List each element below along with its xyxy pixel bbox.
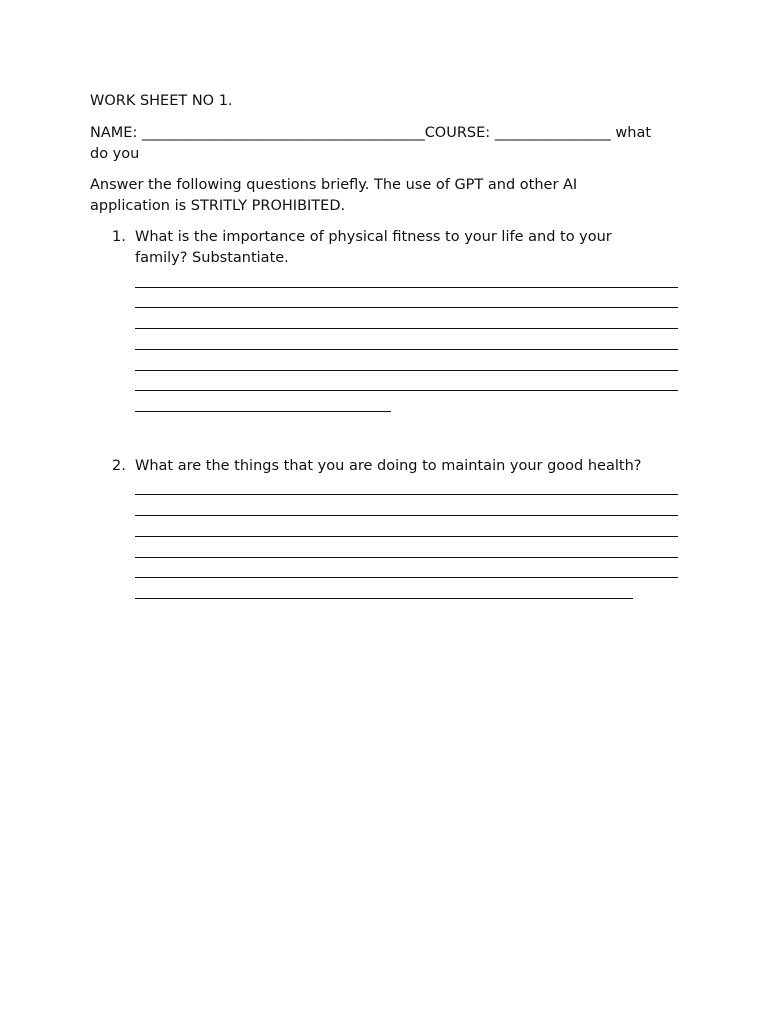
answer-line[interactable] bbox=[135, 349, 678, 350]
answer-line[interactable] bbox=[135, 287, 678, 288]
answer-line[interactable] bbox=[135, 536, 678, 537]
question-2-text-line-1: What are the things that you are doing to maintain your good health? bbox=[135, 458, 642, 474]
course-label: COURSE: bbox=[424, 125, 491, 141]
question-1-number: 1. bbox=[112, 229, 126, 245]
answer-line[interactable] bbox=[135, 328, 678, 329]
answer-line[interactable] bbox=[135, 390, 678, 391]
name-course-row bbox=[90, 123, 690, 144]
course-field[interactable]: ________________ bbox=[494, 125, 611, 141]
question-1-text-line-1: What is the importance of physical fitness to your life and to your bbox=[135, 229, 612, 245]
question-1-text-line-2: family? Substantiate. bbox=[135, 250, 289, 266]
question-2-number: 2. bbox=[112, 458, 126, 474]
answer-line[interactable] bbox=[135, 557, 678, 558]
worksheet-title: WORK SHEET NO 1. bbox=[90, 93, 233, 109]
answer-line[interactable] bbox=[135, 598, 633, 599]
name-label: NAME: bbox=[90, 125, 138, 141]
name-row-continuation: do you bbox=[90, 146, 140, 162]
answer-line[interactable] bbox=[135, 494, 678, 495]
answer-line[interactable] bbox=[135, 577, 678, 578]
trailing-text: what bbox=[615, 125, 652, 141]
answer-line[interactable] bbox=[135, 307, 678, 308]
answer-line[interactable] bbox=[135, 515, 678, 516]
instructions-line-1: Answer the following questions briefly. The use of GPT and other AI bbox=[90, 177, 578, 193]
instructions-line-2: application is STRITLY PROHIBITED. bbox=[90, 198, 346, 214]
answer-line[interactable] bbox=[135, 370, 678, 371]
answer-line[interactable] bbox=[135, 411, 391, 412]
name-field[interactable]: _______________________________________ bbox=[141, 125, 425, 141]
